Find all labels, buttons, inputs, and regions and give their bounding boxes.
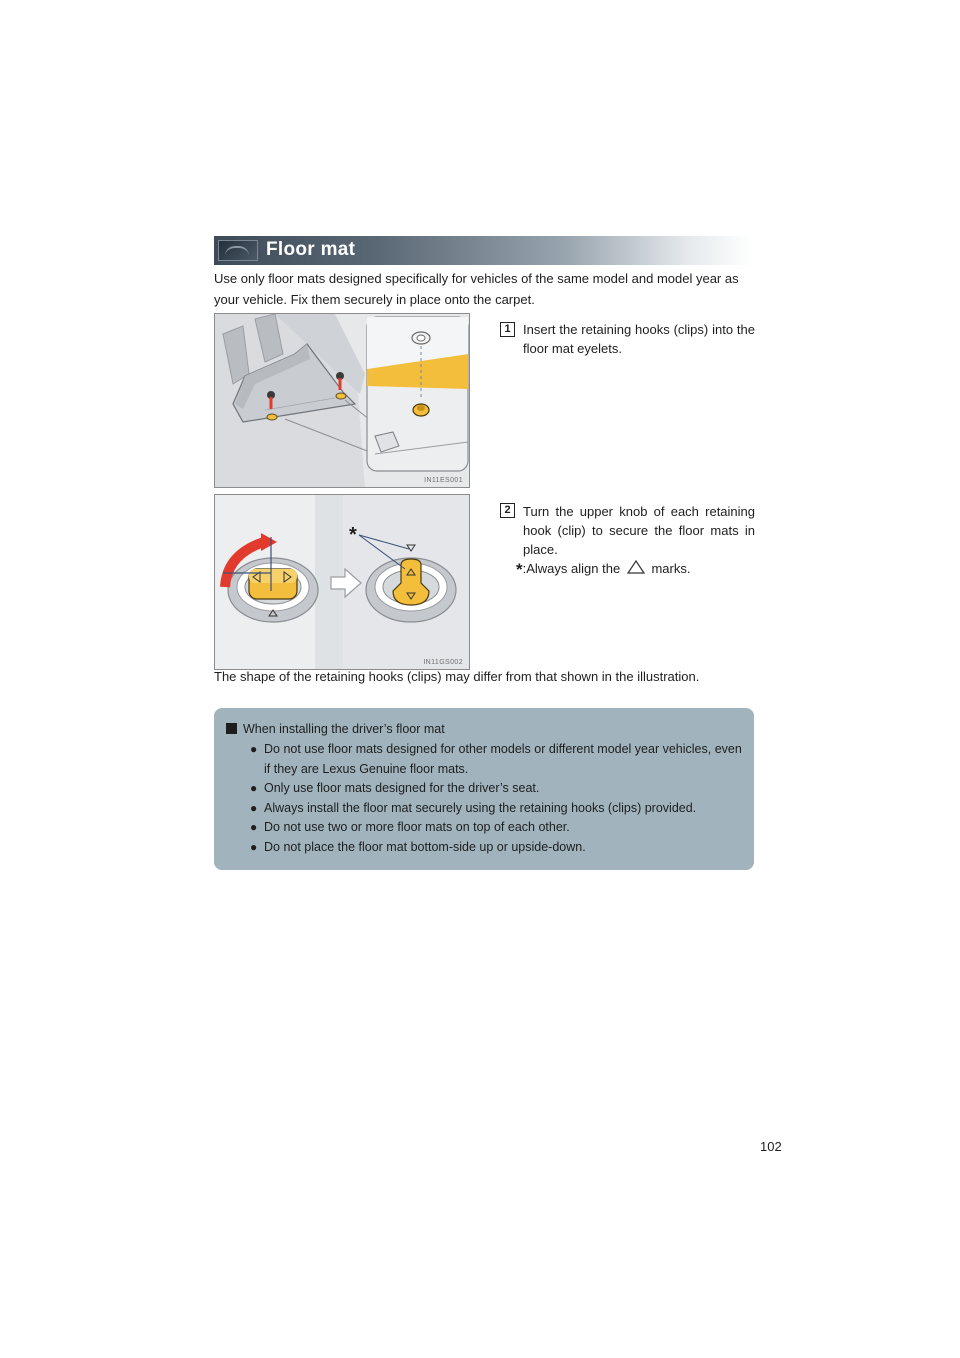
info-heading	[226, 722, 744, 736]
list-item-text: Only use floor mats designed for the driver’s seat.	[264, 781, 540, 795]
figure-floor-mat-hooks	[214, 313, 470, 488]
section-header	[214, 236, 754, 265]
bullet-icon: ●	[250, 800, 258, 815]
step-text-2: Turn the upper knob of each retaining hook (clip) to secure the floor mats in place.	[523, 504, 755, 557]
note-asterisk: *	[516, 560, 523, 579]
figure-retaining-knob	[214, 494, 470, 670]
bullet-icon: ●	[250, 742, 258, 756]
figure-callout: *	[349, 524, 357, 546]
list-item	[250, 838, 744, 858]
floor-mat-illustration	[215, 314, 470, 488]
list-item-text: Always install the floor mat securely using the retaining hooks (clips) provided.	[264, 800, 697, 815]
step-number-1: 1	[500, 322, 515, 337]
shape-note: The shape of the retaining hooks (clips) may differ from that shown in the illustration.	[214, 669, 700, 684]
alignment-note	[516, 560, 690, 580]
intro-paragraph: Use only floor mats designed specifically for vehicles of the same model and model year as your vehicle. Fix them securely in place onto the carpet.	[214, 271, 739, 307]
step-text-1: Insert the retaining hooks (clips) into the floor mat eyelets.	[523, 322, 755, 356]
list-item-text: Do not use floor mats designed for other models or different model year vehicles, even if they are Lexus Genuine floor mats.	[264, 742, 742, 776]
note-text-before: :Always align the	[522, 561, 621, 576]
list-item	[250, 779, 744, 799]
list-item-text: Do not use two or more floor mats on top of each other.	[264, 820, 570, 834]
page-number: 102	[760, 1139, 782, 1154]
figure-code: IN11GS002	[423, 659, 463, 666]
info-box	[214, 708, 754, 870]
list-item	[250, 818, 744, 838]
step-number-2: 2	[500, 503, 515, 518]
info-heading-text: When installing the driver’s floor mat	[243, 722, 445, 736]
retaining-knob-illustration	[215, 495, 470, 670]
bullet-icon: ●	[250, 820, 258, 834]
bullet-icon: ●	[250, 781, 258, 795]
section-title: Floor mat	[266, 239, 356, 260]
info-list	[226, 740, 744, 857]
triangle-mark-icon	[627, 560, 645, 574]
list-item	[250, 799, 744, 819]
square-bullet-icon	[226, 723, 237, 734]
bullet-icon: ●	[250, 839, 258, 854]
section-thumbnail-icon	[218, 240, 258, 261]
list-item	[250, 740, 744, 779]
note-text-after: marks.	[651, 561, 691, 576]
figure-code: IN11ES001	[424, 477, 463, 484]
list-item-text: Do not place the floor mat bottom-side up or upside-down.	[264, 839, 586, 854]
